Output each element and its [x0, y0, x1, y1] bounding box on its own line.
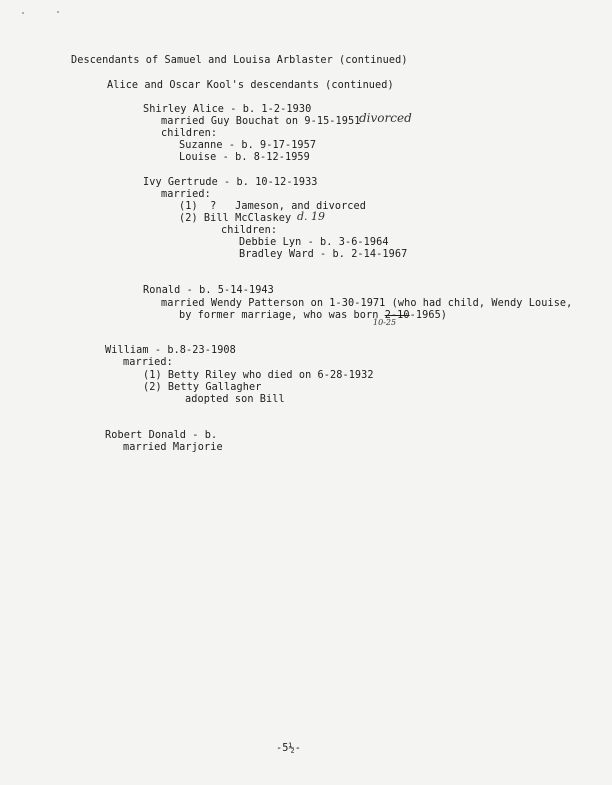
shirley-child-1: Suzanne - b. 9-17-1957 [179, 140, 317, 151]
shirley-name: Shirley Alice - b. 1-2-1930 [143, 104, 312, 115]
paper-speck [57, 11, 59, 13]
ronald-born-prefix: by former marriage, who was born [179, 310, 385, 321]
ronald-born-correction: 10-25 [373, 318, 397, 327]
ivy-married-label: married: [161, 189, 211, 200]
william-married-label: married: [123, 357, 173, 368]
ivy-spouse-2: (2) Bill McClaskey [179, 213, 292, 224]
shirley-married: married Guy Bouchat on 9-15-1951 [161, 116, 361, 127]
shirley-divorced-note: divorced [359, 111, 412, 125]
ivy-name: Ivy Gertrude - b. 10-12-1933 [143, 177, 318, 188]
robert-married: married Marjorie [123, 442, 223, 453]
document-header: Descendants of Samuel and Louisa Arblaster (continued) [71, 55, 408, 66]
shirley-child-2: Louise - b. 8-12-1959 [179, 152, 310, 163]
ivy-spouse-2-note: d. 19 [297, 210, 326, 223]
william-adopted: adopted son Bill [185, 394, 285, 405]
ivy-children-label: children: [221, 225, 278, 236]
william-spouse-2: (2) Betty Gallagher [143, 382, 262, 393]
ivy-spouse-1: (1) ? Jameson, and divorced [179, 201, 367, 212]
william-spouse-1: (1) Betty Riley who died on 6-28-1932 [143, 370, 374, 381]
ivy-child-2: Bradley Ward - b. 2-14-1967 [239, 249, 408, 260]
shirley-children-label: children: [161, 128, 218, 139]
ronald-name: Ronald - b. 5-14-1943 [143, 285, 274, 296]
ronald-married: married Wendy Patterson on 1-30-1971 (who had child, Wendy Louise, [161, 298, 573, 309]
robert-name: Robert Donald - b. [105, 430, 218, 441]
ronald-born-line [179, 310, 447, 322]
page-number: -5½- [276, 743, 301, 754]
william-name: William - b.8-23-1908 [105, 345, 236, 356]
section-subheader: Alice and Oscar Kool's descendants (continued) [107, 80, 394, 91]
ivy-child-1: Debbie Lyn - b. 3-6-1964 [239, 237, 389, 248]
paper-speck [22, 12, 24, 14]
ronald-born-struck-date: 2-10 [384, 310, 410, 321]
ronald-born-suffix: -1965) [409, 310, 448, 321]
